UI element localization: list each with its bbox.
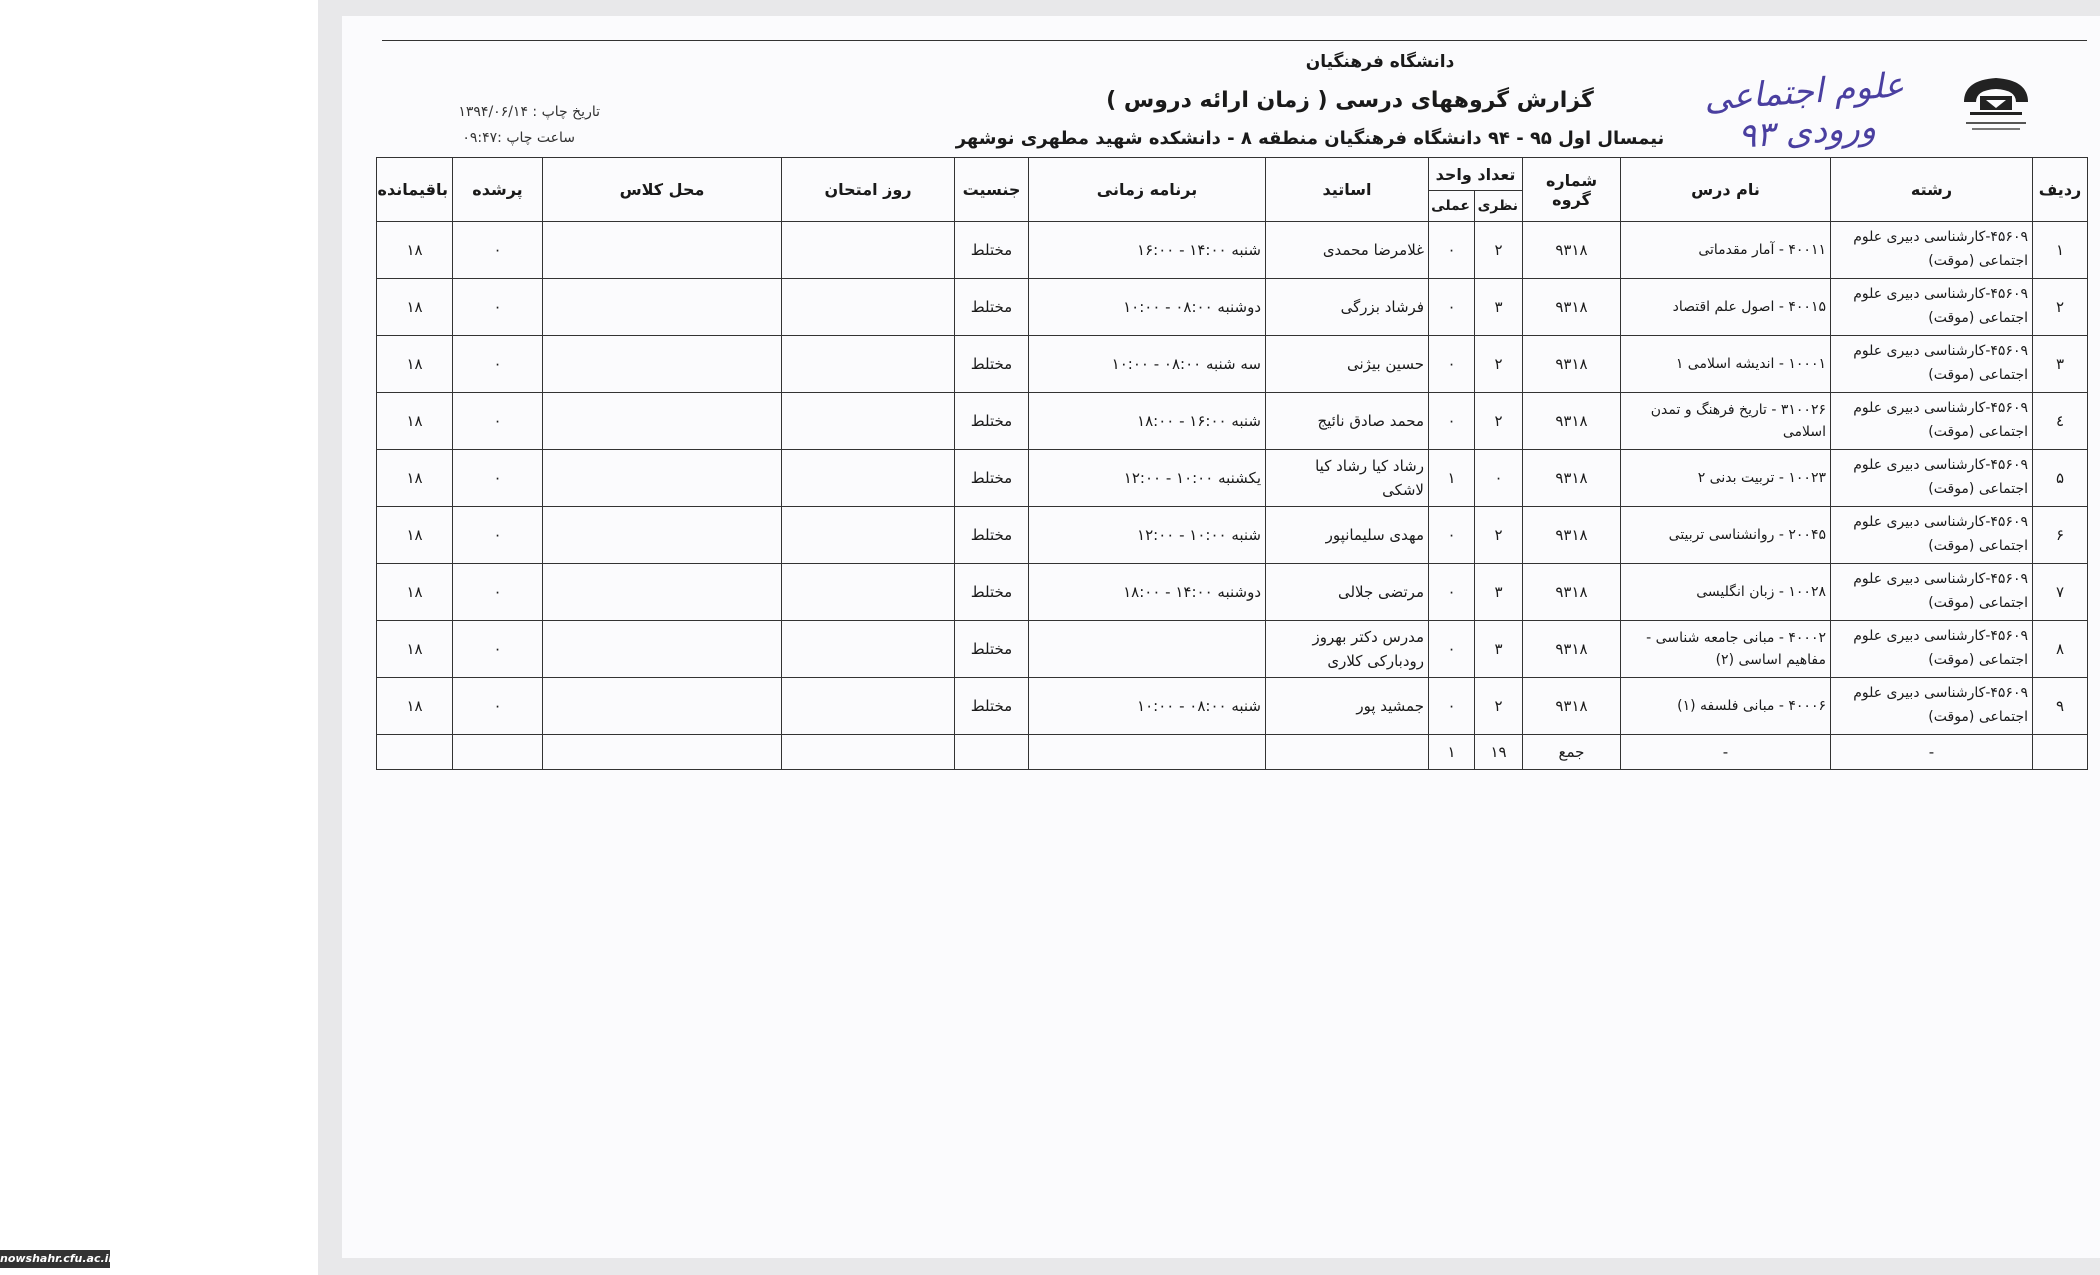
cell-course: ۳۱۰۰۲۶ - تاریخ فرهنگ و تمدن اسلامی bbox=[1621, 393, 1831, 450]
cell-group-no: ۹۳۱۸ bbox=[1523, 450, 1621, 507]
cell-theory: ۲ bbox=[1475, 678, 1523, 735]
cell-exam-day bbox=[782, 393, 955, 450]
cell-row-no: ۵ bbox=[2033, 450, 2088, 507]
cell-group-no: ۹۳۱۸ bbox=[1523, 678, 1621, 735]
cell-exam-day bbox=[782, 564, 955, 621]
cell-theory: ۲ bbox=[1475, 222, 1523, 279]
cell-classroom bbox=[543, 393, 782, 450]
cell-filled: ۰ bbox=[453, 678, 543, 735]
cell-professor: محمد صادق نائیج bbox=[1266, 393, 1429, 450]
header-classroom: محل کلاس bbox=[543, 158, 782, 222]
cell-exam-day bbox=[782, 336, 955, 393]
table-row bbox=[377, 393, 2088, 450]
cell-classroom bbox=[543, 564, 782, 621]
cell-filled: ۰ bbox=[453, 621, 543, 678]
header-theory: نظری bbox=[1475, 191, 1523, 222]
cell-gender: مختلط bbox=[955, 222, 1029, 279]
cell-professor: فرشاد بزرگی bbox=[1266, 279, 1429, 336]
cell-theory: ۳ bbox=[1475, 621, 1523, 678]
cell-group-no: ۹۳۱۸ bbox=[1523, 621, 1621, 678]
cell-classroom bbox=[543, 279, 782, 336]
total-practical: ۱ bbox=[1429, 735, 1475, 770]
cell-exam-day bbox=[782, 279, 955, 336]
cell-course: ۱۰۰۲۳ - تربیت بدنی ۲ bbox=[1621, 450, 1831, 507]
cell-remaining: ۱۸ bbox=[377, 678, 453, 735]
cell-classroom bbox=[543, 507, 782, 564]
header-course: نام درس bbox=[1621, 158, 1831, 222]
cell-row-no: ٤ bbox=[2033, 393, 2088, 450]
header-units: تعداد واحد bbox=[1429, 158, 1523, 191]
cell-row-no: ۹ bbox=[2033, 678, 2088, 735]
cell-professor: رشاد کیا رشاد کیا لاشکی bbox=[1266, 450, 1429, 507]
cell-schedule: دوشنبه ۱۴:۰۰ - ۱۸:۰۰ bbox=[1029, 564, 1266, 621]
table-header-row bbox=[377, 158, 2088, 191]
cell-schedule: شنبه ۱۰:۰۰ - ۱۲:۰۰ bbox=[1029, 507, 1266, 564]
cell-practical: ۰ bbox=[1429, 621, 1475, 678]
cell-group-no: ۹۳۱۸ bbox=[1523, 279, 1621, 336]
cell-remaining: ۱۸ bbox=[377, 507, 453, 564]
cell-gender: مختلط bbox=[955, 564, 1029, 621]
cell-major: ۴۵۶۰۹-کارشناسی دبیری علوم اجتماعی (موقت) bbox=[1831, 621, 2033, 678]
total-empty bbox=[955, 735, 1029, 770]
cell-row-no: ۲ bbox=[2033, 279, 2088, 336]
cell-filled: ۰ bbox=[453, 450, 543, 507]
cell-course: ۴۰۰۰۲ - مبانی جامعه شناسی - مفاهیم اساسی (۲) bbox=[1621, 621, 1831, 678]
cell-schedule bbox=[1029, 621, 1266, 678]
cell-exam-day bbox=[782, 450, 955, 507]
header-group-no: شماره گروه bbox=[1523, 158, 1621, 222]
cell-classroom bbox=[543, 450, 782, 507]
cell-professor: مهدی سلیمانپور bbox=[1266, 507, 1429, 564]
total-empty bbox=[377, 735, 453, 770]
cell-professor: مرتضی جلالی bbox=[1266, 564, 1429, 621]
table-row bbox=[377, 222, 2088, 279]
cell-remaining: ۱۸ bbox=[377, 450, 453, 507]
cell-practical: ۰ bbox=[1429, 564, 1475, 621]
cell-row-no: ۷ bbox=[2033, 564, 2088, 621]
cell-filled: ۰ bbox=[453, 279, 543, 336]
cell-group-no: ۹۳۱۸ bbox=[1523, 507, 1621, 564]
cell-practical: ۰ bbox=[1429, 678, 1475, 735]
total-theory: ۱۹ bbox=[1475, 735, 1523, 770]
cell-major: ۴۵۶۰۹-کارشناسی دبیری علوم اجتماعی (موقت) bbox=[1831, 336, 2033, 393]
cell-major: ۴۵۶۰۹-کارشناسی دبیری علوم اجتماعی (موقت) bbox=[1831, 450, 2033, 507]
cell-classroom bbox=[543, 678, 782, 735]
cell-major: ۴۵۶۰۹-کارشناسی دبیری علوم اجتماعی (موقت) bbox=[1831, 564, 2033, 621]
cell-professor: جمشید پور bbox=[1266, 678, 1429, 735]
cell-course: ۴۰۰۱۵ - اصول علم اقتصاد bbox=[1621, 279, 1831, 336]
cell-remaining: ۱۸ bbox=[377, 222, 453, 279]
cell-course: ۴۰۰۰۶ - مبانی فلسفه (۱) bbox=[1621, 678, 1831, 735]
cell-theory: ۰ bbox=[1475, 450, 1523, 507]
cell-gender: مختلط bbox=[955, 393, 1029, 450]
cell-theory: ۲ bbox=[1475, 336, 1523, 393]
cell-schedule: شنبه ۱۶:۰۰ - ۱۸:۰۰ bbox=[1029, 393, 1266, 450]
total-empty bbox=[543, 735, 782, 770]
table-row bbox=[377, 336, 2088, 393]
cell-practical: ۰ bbox=[1429, 222, 1475, 279]
cell-major: ۴۵۶۰۹-کارشناسی دبیری علوم اجتماعی (موقت) bbox=[1831, 678, 2033, 735]
university-logo-icon bbox=[1956, 72, 2036, 138]
cell-course: ۲۰۰۴۵ - روانشناسی تربیتی bbox=[1621, 507, 1831, 564]
cell-schedule: دوشنبه ۰۸:۰۰ - ۱۰:۰۰ bbox=[1029, 279, 1266, 336]
table-row bbox=[377, 621, 2088, 678]
cell-theory: ۲ bbox=[1475, 507, 1523, 564]
cell-major: ۴۵۶۰۹-کارشناسی دبیری علوم اجتماعی (موقت) bbox=[1831, 507, 2033, 564]
table-row bbox=[377, 279, 2088, 336]
total-empty bbox=[1029, 735, 1266, 770]
header-schedule: برنامه زمانی bbox=[1029, 158, 1266, 222]
cell-practical: ۰ bbox=[1429, 393, 1475, 450]
cell-row-no: ۸ bbox=[2033, 621, 2088, 678]
total-row bbox=[377, 735, 2088, 770]
header-gender: جنسیت bbox=[955, 158, 1029, 222]
cell-schedule: شنبه ۰۸:۰۰ - ۱۰:۰۰ bbox=[1029, 678, 1266, 735]
cell-practical: ۰ bbox=[1429, 336, 1475, 393]
cell-exam-day bbox=[782, 621, 955, 678]
cell-group-no: ۹۳۱۸ bbox=[1523, 393, 1621, 450]
cell-major: ۴۵۶۰۹-کارشناسی دبیری علوم اجتماعی (موقت) bbox=[1831, 393, 2033, 450]
cell-major: ۴۵۶۰۹-کارشناسی دبیری علوم اجتماعی (موقت) bbox=[1831, 279, 2033, 336]
table-row bbox=[377, 450, 2088, 507]
total-empty bbox=[1266, 735, 1429, 770]
cell-row-no: ۳ bbox=[2033, 336, 2088, 393]
cell-exam-day bbox=[782, 678, 955, 735]
cell-classroom bbox=[543, 222, 782, 279]
cell-professor: مدرس دکتر بهروز رودبارکی کلاری bbox=[1266, 621, 1429, 678]
header-exam-day: روز امتحان bbox=[782, 158, 955, 222]
cell-practical: ۰ bbox=[1429, 507, 1475, 564]
header-major: رشته bbox=[1831, 158, 2033, 222]
cell-course: ۱۰۰۲۸ - زبان انگلیسی bbox=[1621, 564, 1831, 621]
cell-practical: ۰ bbox=[1429, 279, 1475, 336]
header-filled: پرشده bbox=[453, 158, 543, 222]
cell-remaining: ۱۸ bbox=[377, 336, 453, 393]
cell-remaining: ۱۸ bbox=[377, 279, 453, 336]
cell-filled: ۰ bbox=[453, 336, 543, 393]
cell-exam-day bbox=[782, 507, 955, 564]
total-empty bbox=[782, 735, 955, 770]
report-subtitle: نیمسال اول ۹۵ - ۹۴ دانشگاه فرهنگیان منطقه ۸ - دانشکده شهید مطهری نوشهر bbox=[955, 128, 1665, 149]
cell-remaining: ۱۸ bbox=[377, 564, 453, 621]
cell-schedule: سه شنبه ۰۸:۰۰ - ۱۰:۰۰ bbox=[1029, 336, 1266, 393]
cell-major: ۴۵۶۰۹-کارشناسی دبیری علوم اجتماعی (موقت) bbox=[1831, 222, 2033, 279]
cell-row-no: ۶ bbox=[2033, 507, 2088, 564]
cell-group-no: ۹۳۱۸ bbox=[1523, 336, 1621, 393]
cell-exam-day bbox=[782, 222, 955, 279]
cell-course: ۴۰۰۱۱ - آمار مقدماتی bbox=[1621, 222, 1831, 279]
cell-course: ۱۰۰۰۱ - اندیشه اسلامی ۱ bbox=[1621, 336, 1831, 393]
cell-filled: ۰ bbox=[453, 222, 543, 279]
cell-theory: ۳ bbox=[1475, 564, 1523, 621]
total-empty bbox=[453, 735, 543, 770]
report-title: گزارش گروههای درسی ( زمان ارائه دروس ) bbox=[1106, 88, 1594, 113]
table-row bbox=[377, 564, 2088, 621]
cell-gender: مختلط bbox=[955, 279, 1029, 336]
header-professor: اساتید bbox=[1266, 158, 1429, 222]
total-label: جمع bbox=[1523, 735, 1621, 770]
cell-practical: ۱ bbox=[1429, 450, 1475, 507]
cell-classroom bbox=[543, 336, 782, 393]
print-date: تاریخ چاپ : ۱۳۹۴/۰۶/۱۴ bbox=[458, 104, 600, 120]
header-row-no: ردیف bbox=[2033, 158, 2088, 222]
total-empty-no bbox=[2033, 735, 2088, 770]
header-practical: عملی bbox=[1429, 191, 1475, 222]
cell-schedule: شنبه ۱۴:۰۰ - ۱۶:۰۰ bbox=[1029, 222, 1266, 279]
site-badge: nowshahr.cfu.ac.ir bbox=[0, 1250, 110, 1268]
cell-row-no: ۱ bbox=[2033, 222, 2088, 279]
print-time: ساعت چاپ :۰۹:۴۷ bbox=[462, 130, 575, 146]
cell-gender: مختلط bbox=[955, 621, 1029, 678]
cell-gender: مختلط bbox=[955, 678, 1029, 735]
total-course: - bbox=[1621, 735, 1831, 770]
table-row bbox=[377, 678, 2088, 735]
cell-filled: ۰ bbox=[453, 393, 543, 450]
cell-gender: مختلط bbox=[955, 450, 1029, 507]
cell-schedule: یکشنبه ۱۰:۰۰ - ۱۲:۰۰ bbox=[1029, 450, 1266, 507]
cell-filled: ۰ bbox=[453, 564, 543, 621]
total-major: - bbox=[1831, 735, 2033, 770]
cell-professor: غلامرضا محمدی bbox=[1266, 222, 1429, 279]
table-row bbox=[377, 507, 2088, 564]
top-rule bbox=[382, 40, 2087, 41]
cell-remaining: ۱۸ bbox=[377, 393, 453, 450]
cell-filled: ۰ bbox=[453, 507, 543, 564]
header-remaining: باقیمانده bbox=[377, 158, 453, 222]
cell-gender: مختلط bbox=[955, 336, 1029, 393]
cell-classroom bbox=[543, 621, 782, 678]
cell-group-no: ۹۳۱۸ bbox=[1523, 222, 1621, 279]
course-groups-table bbox=[376, 157, 2088, 770]
cell-theory: ۲ bbox=[1475, 393, 1523, 450]
handwritten-note: علوم اجتماعی ورودی ۹۳ bbox=[1702, 65, 1906, 157]
cell-professor: حسین بیژنی bbox=[1266, 336, 1429, 393]
university-name: دانشگاه فرهنگیان bbox=[1305, 52, 1455, 72]
cell-theory: ۳ bbox=[1475, 279, 1523, 336]
cell-remaining: ۱۸ bbox=[377, 621, 453, 678]
cell-group-no: ۹۳۱۸ bbox=[1523, 564, 1621, 621]
cell-gender: مختلط bbox=[955, 507, 1029, 564]
